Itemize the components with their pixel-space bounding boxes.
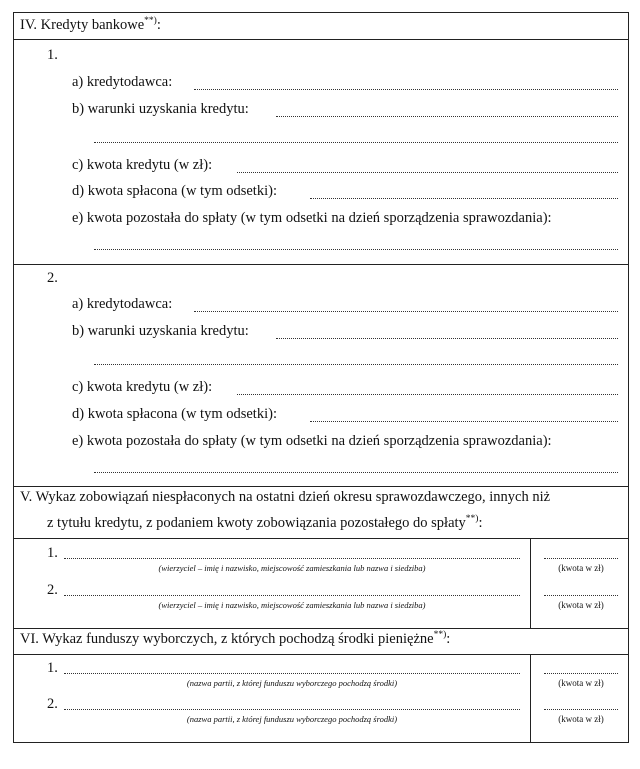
credit-2-conditions-label: b) warunki uzyskania kredytu: xyxy=(72,323,249,339)
fund-2-caption: (nazwa partii, z której funduszu wyborczego pochodzą środki) xyxy=(186,714,398,724)
creditor-1-caption: (wierzyciel – imię i nazwisko, miejscowość zamieszkania lub nazwa i siedziba) xyxy=(158,563,426,573)
divider xyxy=(14,538,628,539)
creditor-2-caption: (wierzyciel – imię i nazwisko, miejscowość zamieszkania lub nazwa i siedziba) xyxy=(158,600,426,610)
credit-entry-2-number: 2. xyxy=(47,270,58,286)
creditor-2-amount-caption: (kwota w zł) xyxy=(558,600,604,610)
creditor-2-field[interactable] xyxy=(64,595,520,596)
creditor-2-number: 2. xyxy=(47,582,58,598)
creditor-1-amount-field[interactable] xyxy=(544,558,618,559)
credit-2-lender-field[interactable] xyxy=(194,311,618,312)
divider xyxy=(14,39,628,40)
divider xyxy=(14,264,628,265)
creditor-1-number: 1. xyxy=(47,545,58,561)
credit-1-conditions-label: b) warunki uzyskania kredytu: xyxy=(72,101,249,117)
fund-1-field[interactable] xyxy=(64,673,520,674)
fund-2-amount-caption: (kwota w zł) xyxy=(558,714,604,724)
credit-2-amount-label: c) kwota kredytu (w zł): xyxy=(72,379,213,395)
credit-2-remaining-field[interactable] xyxy=(94,472,618,473)
fund-1-number: 1. xyxy=(47,660,58,676)
credit-1-conditions-field[interactable] xyxy=(276,116,618,117)
fund-1-amount-caption: (kwota w zł) xyxy=(558,678,604,688)
section-vi-title: VI. Wykaz funduszy wyborczych, z których pochodzą środki pieniężne**): xyxy=(20,630,451,647)
credit-1-remaining-label: e) kwota pozostała do spłaty (w tym odsetki na dzień sporządzenia sprawozdania): xyxy=(72,210,552,226)
divider xyxy=(14,628,628,629)
credit-1-lender-field[interactable] xyxy=(194,89,618,90)
credit-1-repaid-label: d) kwota spłacona (w tym odsetki): xyxy=(72,183,277,199)
divider xyxy=(14,654,628,655)
credit-2-repaid-field[interactable] xyxy=(310,421,618,422)
credit-2-conditions-field-line2[interactable] xyxy=(94,364,618,365)
creditor-1-amount-caption: (kwota w zł) xyxy=(558,563,604,573)
section-iv-title: IV. Kredyty bankowe**): xyxy=(20,16,161,33)
column-divider xyxy=(530,654,531,742)
credit-1-conditions-field-line2[interactable] xyxy=(94,142,618,143)
credit-2-conditions-field[interactable] xyxy=(276,338,618,339)
divider xyxy=(14,486,628,487)
financial-report-form xyxy=(13,12,629,743)
credit-1-amount-label: c) kwota kredytu (w zł): xyxy=(72,157,213,173)
creditor-1-field[interactable] xyxy=(64,558,520,559)
credit-2-amount-field[interactable] xyxy=(237,394,618,395)
credit-2-remaining-label: e) kwota pozostała do spłaty (w tym odsetki na dzień sporządzenia sprawozdania): xyxy=(72,433,552,449)
credit-entry-1-number: 1. xyxy=(47,47,58,63)
fund-2-number: 2. xyxy=(47,696,58,712)
credit-1-repaid-field[interactable] xyxy=(310,198,618,199)
column-divider xyxy=(530,538,531,628)
credit-1-remaining-field[interactable] xyxy=(94,249,618,250)
credit-1-amount-field[interactable] xyxy=(237,172,618,173)
credit-2-lender-label: a) kredytodawca: xyxy=(72,296,173,312)
fund-1-caption: (nazwa partii, z której funduszu wyborczego pochodzą środki) xyxy=(186,678,398,688)
fund-2-field[interactable] xyxy=(64,709,520,710)
fund-1-amount-field[interactable] xyxy=(544,673,618,674)
credit-1-lender-label: a) kredytodawca: xyxy=(72,74,173,90)
fund-2-amount-field[interactable] xyxy=(544,709,618,710)
creditor-2-amount-field[interactable] xyxy=(544,595,618,596)
section-v-title-line1: V. Wykaz zobowiązań niespłaconych na ostatni dzień okresu sprawozdawczego, innych niż xyxy=(20,489,551,505)
section-v-title-line2: z tytułu kredytu, z podaniem kwoty zobowiązania pozostałego do spłaty**): xyxy=(47,514,483,531)
credit-2-repaid-label: d) kwota spłacona (w tym odsetki): xyxy=(72,406,277,422)
